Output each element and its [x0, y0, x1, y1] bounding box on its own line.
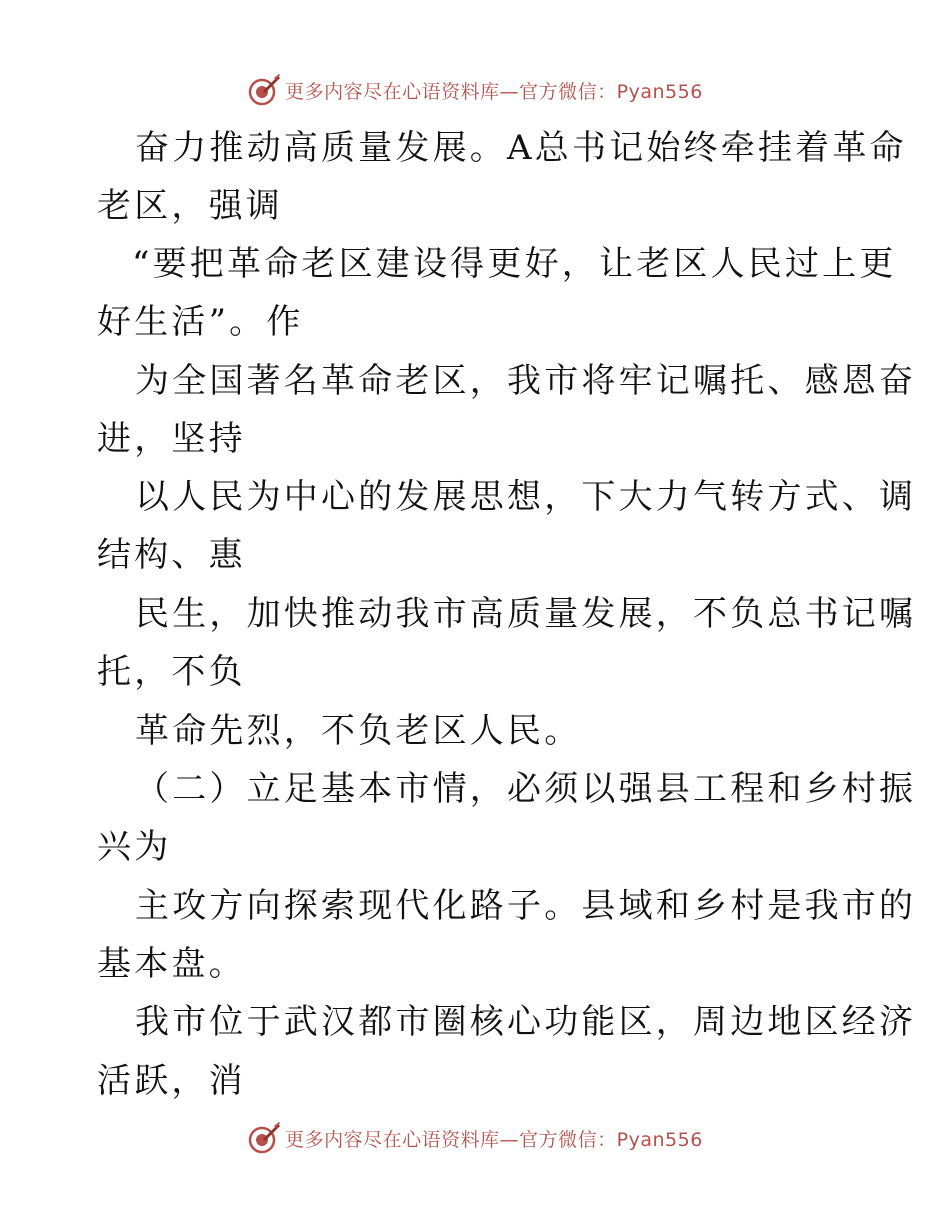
text-line: 活跃，消 [97, 1061, 246, 1101]
text-line: 基本盘。 [97, 944, 246, 984]
text-line: 好生活”。作 [97, 302, 304, 342]
text-line: 结构、惠 [97, 535, 246, 575]
text-line: （二）立足基本市情，必须以强县工程和乡村振 [135, 769, 917, 809]
text-line: 革命先烈，不负老区人民。 [135, 711, 582, 751]
text-line: 奋力推动高质量发展。A总书记始终牵挂着革命 [135, 128, 907, 168]
text-line: 民生，加快推动我市高质量发展，不负总书记嘱 [135, 594, 917, 634]
text-line: “要把革命老区建设得更好，让老区人民过上更 [132, 244, 897, 284]
footer-watermark [0, 1118, 950, 1158]
text-line: 进，坚持 [97, 419, 246, 459]
text-line: 托，不负 [97, 652, 246, 692]
text-line: 主攻方向探索现代化路子。县域和乡村是我市的 [135, 886, 917, 926]
text-line: 为全国著名革命老区，我市将牢记嘱托、感恩奋 [135, 361, 917, 401]
text-line: 兴为 [97, 827, 172, 867]
text-line: 以人民为中心的发展思想，下大力气转方式、调 [135, 477, 917, 517]
watermark-text: 更多内容尽在心语资料库—官方微信：Pyan556 [285, 1128, 703, 1151]
text-line: 老区，强调 [97, 186, 283, 226]
quill-pen-seal-icon [247, 1121, 281, 1155]
watermark-text: 更多内容尽在心语资料库—官方微信：Pyan556 [285, 80, 703, 103]
text-line: 我市位于武汉都市圈核心功能区，周边地区经济 [135, 1002, 917, 1042]
